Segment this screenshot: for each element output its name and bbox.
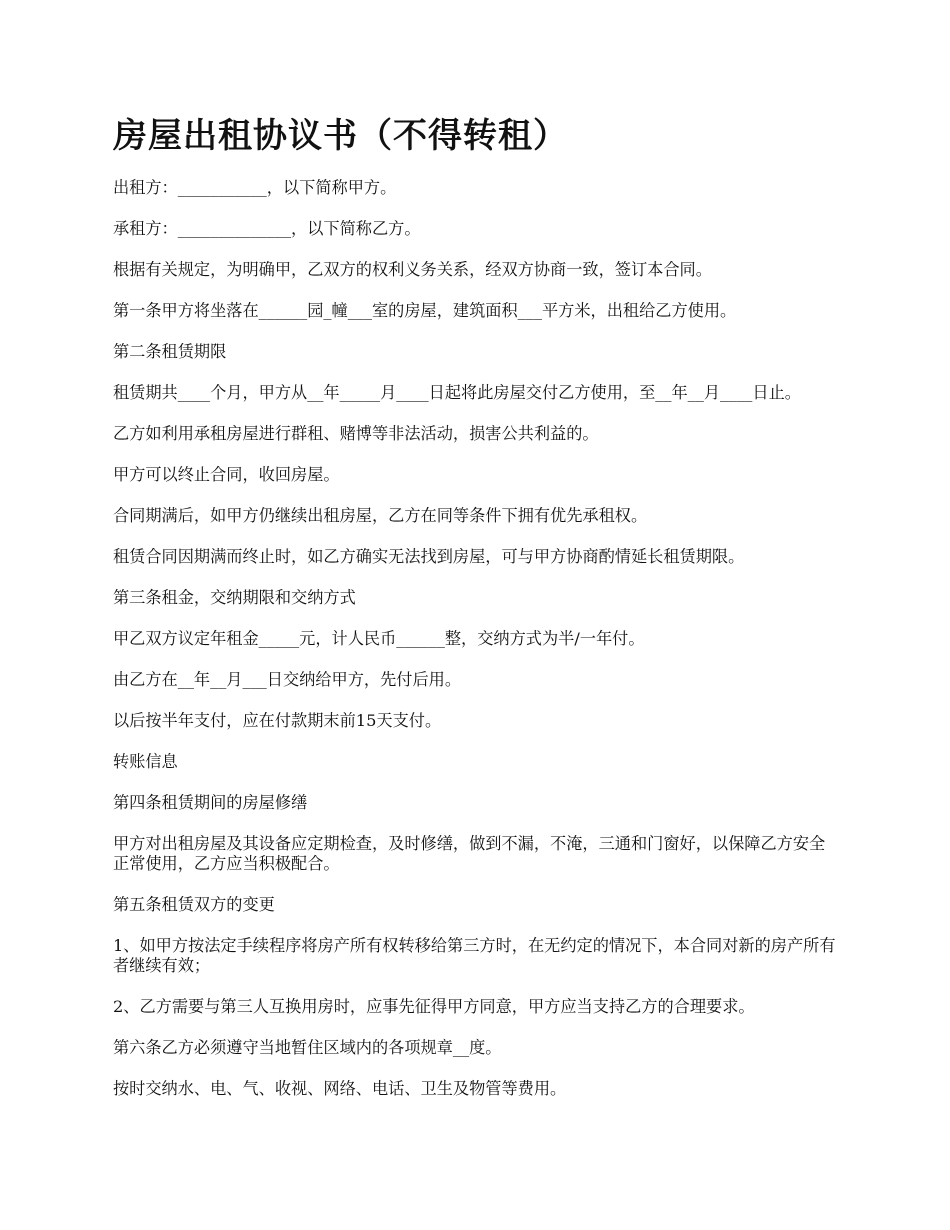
paragraph-priority-right: 合同期满后，如甲方仍继续出租房屋，乙方在同等条件下拥有优先承租权。 bbox=[113, 506, 648, 525]
paragraph-illegal-use: 乙方如利用承租房屋进行群租、赌博等非法活动，损害公共利益的。 bbox=[113, 424, 599, 443]
paragraph-article-1: 第一条甲方将坐落在______园_幢___室的房屋，建筑面积___平方米，出租给乙方使用。 bbox=[113, 301, 737, 320]
heading-article-6: 第六条乙方必须遵守当地暂住区域内的各项规章__度。 bbox=[113, 1038, 502, 1057]
paragraph-change-1: 1、如甲方按法定手续程序将房产所有权转移给第三方时，在无约定的情况下，本合同对新的房产所有者继续有效； bbox=[113, 936, 836, 975]
paragraph-lease-term: 租赁期共____个月，甲方从__年_____月____日起将此房屋交付乙方使用，至__年__月____日止。 bbox=[113, 383, 801, 402]
paragraph-change-2: 2、乙方需要与第三人互换用房时，应事先征得甲方同意，甲方应当支持乙方的合理要求。 bbox=[113, 997, 755, 1016]
heading-article-3: 第三条租金，交纳期限和交纳方式 bbox=[113, 588, 356, 607]
heading-article-4: 第四条租赁期间的房屋修缮 bbox=[113, 793, 308, 812]
paragraph-payment-date: 由乙方在__年__月___日交纳给甲方，先付后用。 bbox=[113, 670, 462, 689]
paragraph-lessee: 承租方：______________，以下简称乙方。 bbox=[113, 219, 421, 238]
paragraph-payment-schedule: 以后按半年支付，应在付款期末前15天支付。 bbox=[113, 711, 442, 730]
paragraph-fees: 按时交纳水、电、气、收视、网络、电话、卫生及物管等费用。 bbox=[113, 1079, 567, 1098]
paragraph-extension: 租赁合同因期满而终止时，如乙方确实无法找到房屋，可与甲方协商酌情延长租赁期限。 bbox=[113, 547, 745, 566]
heading-article-5: 第五条租赁双方的变更 bbox=[113, 895, 275, 914]
paragraph-lessor: 出租方：___________，以下简称甲方。 bbox=[113, 178, 397, 197]
heading-article-2: 第二条租赁期限 bbox=[113, 342, 227, 361]
paragraph-transfer-info: 转账信息 bbox=[113, 752, 178, 771]
document-page bbox=[113, 108, 841, 1120]
paragraph-repairs: 甲方对出租房屋及其设备应定期检查，及时修缮，做到不漏，不淹，三通和门窗好，以保障乙方安全正常使用，乙方应当积极配合。 bbox=[113, 834, 826, 873]
paragraph-annual-rent: 甲乙双方议定年租金_____元，计人民币______整，交纳方式为半/一年付。 bbox=[113, 629, 645, 648]
paragraph-preamble: 根据有关规定，为明确甲，乙双方的权利义务关系，经双方协商一致，签订本合同。 bbox=[113, 260, 712, 279]
paragraph-termination: 甲方可以终止合同，收回房屋。 bbox=[113, 465, 340, 484]
document-title: 房屋出租协议书（不得转租） bbox=[113, 116, 568, 156]
